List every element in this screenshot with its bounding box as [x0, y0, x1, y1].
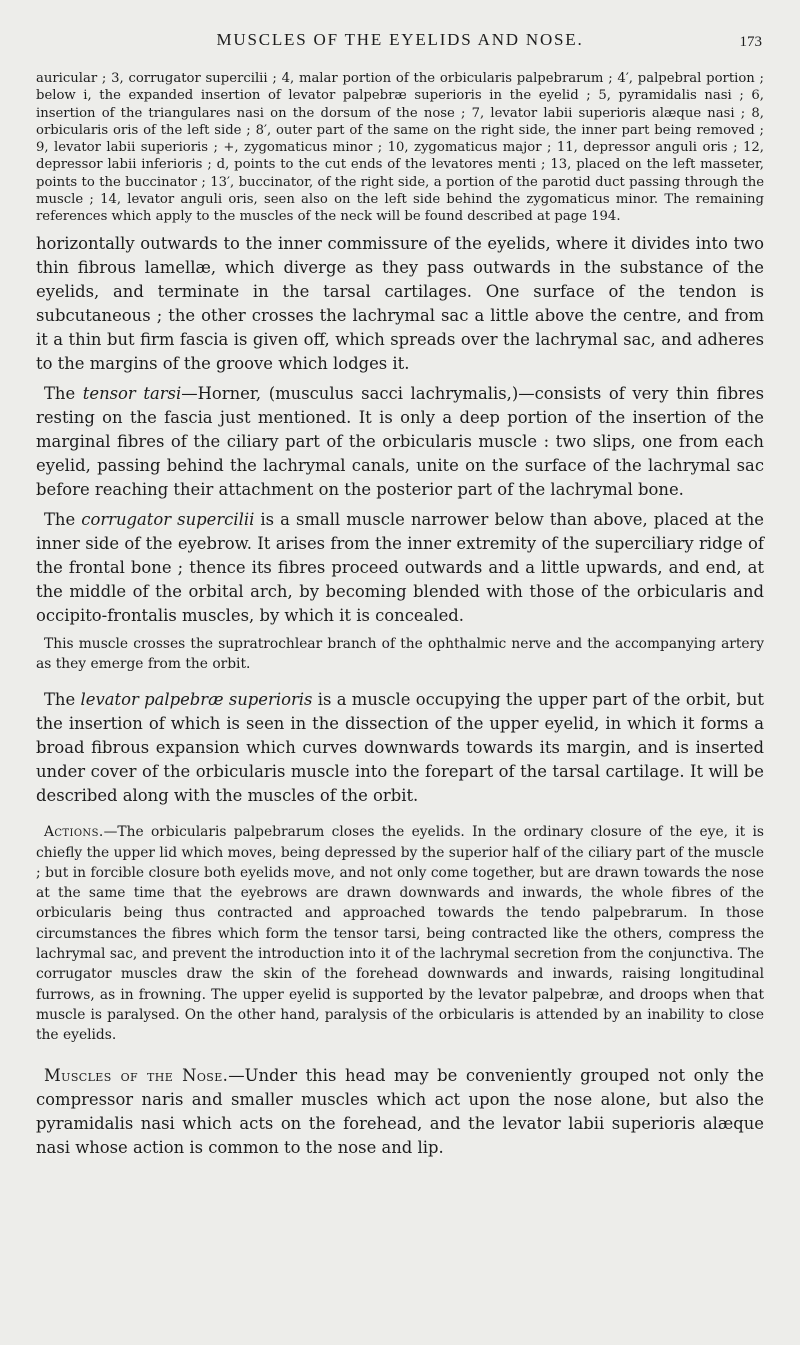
lead-text: The [44, 383, 83, 403]
paragraph-text: —Under this head may be conveniently grouped not only the compressor naris and smaller muscles which act upon the nose alone, but also the pyramidalis nasi which acts on the forehead, and the levator labii superioris alæque nasi whose action is common to the nose and lip. [36, 1065, 764, 1157]
paragraph-actions [36, 822, 764, 1045]
term-tensor-tarsi: tensor tarsi [82, 383, 182, 403]
paragraph-levator-palpebrae [36, 688, 764, 808]
running-head [36, 30, 764, 56]
figure-caption: auricular ; 3, corrugator supercilii ; 4, malar portion of the orbicularis palpebrarum ; 4′, palpebral portion ; below i, the expanded insertion of levator palpebræ superioris in the eyelid ; 5, pyramidalis nasi ; 6, insertion of the triangulares nasi on the dorsum of the nose ; 7, levator labii superioris alæque nasi ; 8, orbicularis oris of the left side ; 8′, outer part of the same on the right side, the inner part being removed ; 9, levator labii superioris ; +, zygomaticus minor ; 10, zygomaticus major ; 11, depressor anguli oris ; 12, depressor labii inferioris ; d, points to the cut ends of the levatores menti ; 13, placed on the left masseter, points to the buccinator ; 13′, buccinator, of the right side, a portion of the parotid duct passing through the muscle ; 14, levator anguli oris, seen also on the left side behind the zygomaticus minor. The remaining references which apply to the muscles of the neck will be found described at page 194. [36, 71, 764, 225]
paragraph-tensor-tarsi [36, 382, 764, 502]
paragraph-tendon: horizontally outwards to the inner commissure of the eyelids, where it divides into two thin fibrous lamellæ, which diverge as they pass outwards in the substance of the eyelids, and terminate in the tarsal cartilages. One surface of the tendon is subcutaneous ; the other crosses the lachrymal sac a little above the centre, and from it a thin but firm fascia is given off, which spreads over the lachrymal sac, and adheres to the margins of the groove which lodges it. [36, 233, 764, 373]
paragraph-text: is a small muscle narrower below than above, placed at the inner side of the eyebrow. It arises from the inner extremity of the superciliary ridge of the frontal bone ; thence its fibres proceed outwards and a little upwards, and end, at the middle of the orbital arch, by becoming blended with those of the orbicularis and occipito-frontalis muscles, by which it is concealed. [36, 509, 764, 625]
page-number: 173 [739, 34, 762, 50]
actions-heading: Actions. [44, 824, 104, 841]
term-levator-palpebrae: levator palpebræ superioris [80, 690, 313, 710]
paragraph-supratrochlear: This muscle crosses the supratrochlear branch of the ophthalmic nerve and the accompanying artery as they emerge from the orbit. [36, 635, 764, 672]
lead-text: The [44, 509, 82, 529]
nose-heading: Muscles of the Nose. [44, 1065, 229, 1085]
term-corrugator: corrugator supercilii [81, 509, 255, 529]
paragraph-muscles-of-nose [36, 1064, 764, 1160]
paragraph-text: —Horner, (musculus sacci lachrymalis,)—consists of very thin fibres resting on the fascia just mentioned. It is only a deep portion of the insertion of the marginal fibres of the ciliary part of the orbicularis muscle : two slips, one from each eyelid, passing behind the lachrymal canals, unite on the surface of the lachrymal sac before reaching their attachment on the posterior part of the lachrymal bone. [36, 383, 765, 499]
lead-text: The [44, 690, 81, 710]
paragraph-text: is a muscle occupying the upper part of the orbit, but the insertion of which is seen in the dissection of the upper eyelid, in which it forms a broad fibrous expansion which curves downwards towards its margin, and is inserted under cover of the orbicularis muscle into the forepart of the tarsal cartilage. It will be described along with the muscles of the orbit. [36, 690, 765, 806]
paragraph-text: —The orbicularis palpebrarum closes the eyelids. In the ordinary closure of the eye, it is chiefly the upper lid which moves, being depressed by the superior half of the ciliary part of the muscle ; but in forcible closure both eyelids move, and not only come together, but are drawn towards the nose at the same time that the eyebrows are drawn downwards and inwards, the whole fibres of the orbicularis being thus contracted and approached towards the tendo palpebrarum. In those circumstances the fibres which form the tensor tarsi, being contracted like the others, compress the lachrymal sac, and prevent the introduction into it of the lachrymal secretion from the conjunctiva. The corrugator muscles draw the skin of the forehead downwards and inwards, raising longitudinal furrows, as in frowning. The upper eyelid is supported by the levator palpebræ, and droops when that muscle is paralysed. On the other hand, paralysis of the orbicularis is attended by an inability to close the eyelids. [36, 824, 764, 1044]
running-title: MUSCLES OF THE EYELIDS AND NOSE. [216, 30, 584, 49]
paragraph-corrugator [36, 508, 764, 628]
